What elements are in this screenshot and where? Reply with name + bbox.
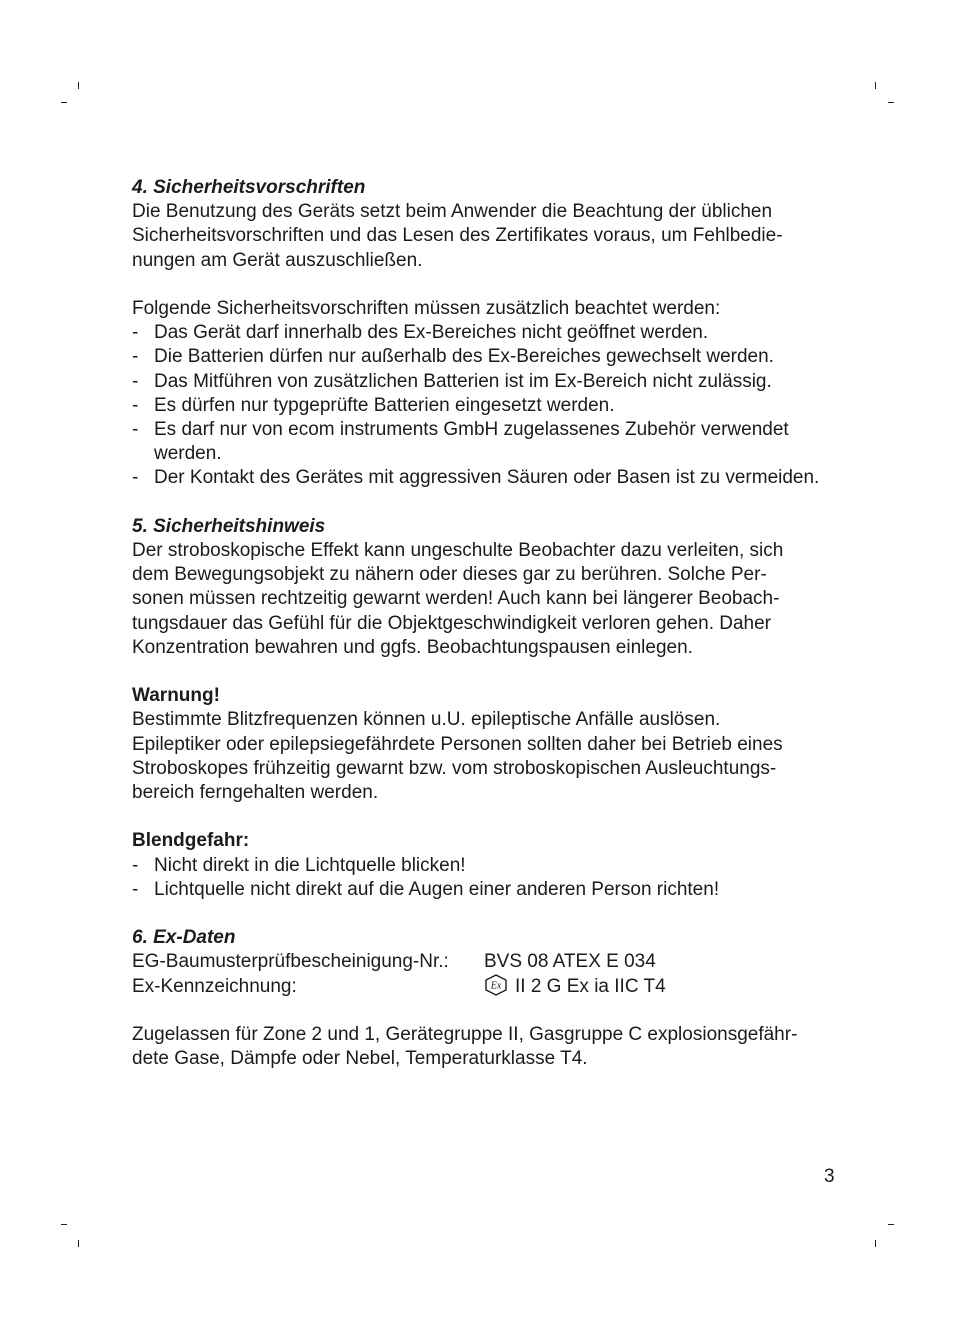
dash-bullet: - (132, 467, 139, 489)
dash-bullet: - (132, 419, 139, 441)
list-item: - Der Kontakt des Gerätes mit aggressiven Säuren oder Basen ist zu vermeiden. (132, 466, 852, 490)
marking-label: Ex-Kennzeichnung: (132, 975, 297, 997)
dash-bullet: - (132, 322, 139, 344)
warning-title: Warnung! (132, 685, 220, 707)
marking-value-group (484, 975, 666, 999)
glare-list (132, 854, 852, 902)
cert-label: EG-Baumusterprüfbescheinigung-Nr.: (132, 951, 449, 973)
crop-mark (888, 1224, 894, 1225)
crop-mark (61, 1224, 67, 1225)
list-item: - Das Mitführen von zusätzlichen Batterien ist im Ex-Bereich nicht zulässig. (132, 370, 852, 394)
section-5-line: dem Bewegungsobjekt zu nähern oder dieses gar zu berühren. Solche Per- (132, 564, 767, 586)
dash-bullet: - (132, 854, 139, 876)
section-4-intro-line: Sicherheitsvorschriften und das Lesen des Zertifikates voraus, um Fehlbedie- (132, 225, 783, 247)
crop-mark (875, 1240, 876, 1247)
list-item: - Nicht direkt in die Lichtquelle blicken! (132, 854, 852, 878)
section-4-intro-line: Die Benutzung des Geräts setzt beim Anwender die Beachtung der üblichen (132, 201, 773, 223)
section-5-line: Der stroboskopische Effekt kann ungeschulte Beobachter dazu verleiten, sich (132, 540, 784, 562)
section-4-lead: Folgende Sicherheitsvorschriften müssen zusätzlich beachtet werden: (132, 298, 721, 319)
list-item: - Es dürfen nur typgeprüfte Batterien eingesetzt werden. (132, 394, 852, 418)
warning-line: Epileptiker oder epilepsiegefährdete Personen sollten daher bei Betrieb eines (132, 733, 783, 755)
marking-value: II 2 G Ex ia IIC T4 (515, 975, 666, 997)
section-5-line: sonen müssen rechtzeitig gewarnt werden! Auch kann bei längerer Beobach- (132, 588, 780, 610)
crop-mark (61, 102, 67, 103)
section-4-title: 4. Sicherheitsvorschriften (132, 177, 366, 198)
crop-mark (875, 82, 876, 89)
crop-mark (888, 102, 894, 103)
cert-value: BVS 08 ATEX E 034 (484, 951, 656, 973)
warning-line: Bestimmte Blitzfrequenzen können u.U. epileptische Anfälle auslösen. (132, 709, 721, 731)
warning-line: bereich ferngehalten werden. (132, 782, 379, 804)
dash-bullet: - (132, 878, 139, 900)
dash-bullet: - (132, 370, 139, 392)
dash-bullet: - (132, 346, 139, 368)
cert-row (132, 950, 852, 974)
marking-row (132, 975, 852, 999)
approval-line: Zugelassen für Zone 2 und 1, Gerätegruppe II, Gasgruppe C explosionsgefähr- (132, 1024, 798, 1046)
list-item: - Lichtquelle nicht direkt auf die Augen einer anderen Person richten! (132, 878, 852, 902)
page-content (132, 176, 852, 1071)
approval-line: dete Gase, Dämpfe oder Nebel, Temperaturklasse T4. (132, 1048, 588, 1070)
ex-icon-text: Ex (490, 980, 502, 992)
crop-mark (78, 1240, 79, 1247)
ex-hexagon-icon (484, 974, 508, 996)
list-item: - Es darf nur von ecom instruments GmbH zugelassenes Zubehör verwendet werden. (132, 419, 789, 465)
list-item: - Die Batterien dürfen nur außerhalb des Ex-Bereiches gewechselt werden. (132, 345, 852, 369)
warning-line: Stroboskopes frühzeitig gewarnt bzw. vom stroboskopischen Ausleuchtungs- (132, 757, 777, 779)
page-number: 3 (824, 1166, 835, 1187)
safety-rules-list (132, 321, 852, 490)
list-item: - Das Gerät darf innerhalb des Ex-Bereiches nicht geöffnet werden. (132, 321, 852, 345)
section-4-intro-line: nungen am Gerät auszuschließen. (132, 249, 423, 271)
section-5-title: 5. Sicherheitshinweis (132, 515, 326, 537)
section-5-line: Konzentration bewahren und ggfs. Beobachtungspausen einlegen. (132, 636, 693, 658)
glare-title: Blendgefahr: (132, 830, 250, 852)
dash-bullet: - (132, 394, 139, 416)
section-6-title: 6. Ex-Daten (132, 927, 236, 949)
crop-mark (78, 82, 79, 89)
section-5-line: tungsdauer das Gefühl für die Objektgeschwindigkeit verloren gehen. Daher (132, 612, 771, 634)
